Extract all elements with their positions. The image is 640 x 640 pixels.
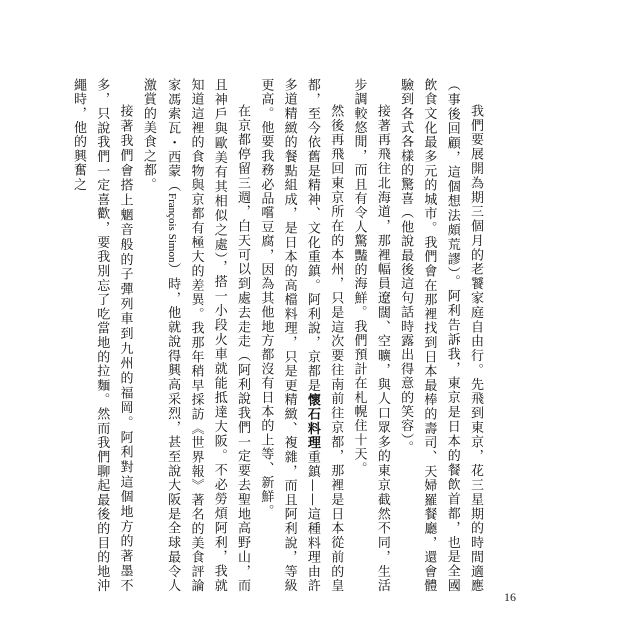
paragraph-text: 接著我們會搭上魍音般的子彈列車到九州的福岡。阿利對這個地方的著墨不多，只說我們一定喜歡，要我別忘了吃當地的拉麵。然而我們聊起最後的目的地沖繩時，他的興奮之: [70, 78, 133, 593]
bold-term: 懷石料理: [304, 392, 320, 451]
paragraph: [137, 78, 254, 593]
paragraph-text: 然後再飛回東京所在的本州，只是這次要往南前往京都，那裡是日本從前的皇都，至今依舊是精神、文化重鎮。阿利說，京都是: [304, 78, 344, 593]
paragraph-text: 接著再飛往北海道，那裡幅員遼闊、空曠，與人口眾多的東京截然不同，生活步調較悠閒，而且有令人驚豔的海鮮。我們預計在札幌住十天。: [351, 78, 390, 593]
paragraph: [254, 78, 347, 593]
vertical-text-block: [70, 78, 487, 593]
paragraph-text: 我們要展開為期三個月的老饕家庭自由行。先飛到東京，花三星期的時間適應（事後回顧，這個想法頗荒謬）。阿利告訴我，東京是日本的餐飲首都，也是全國飲食文化最多元的城市。我們會在那裡找到日本最棒的壽司、天婦羅餐廳，還會體驗到各式各樣的驚喜（他說最後這句話時露出得意的笑容）。: [398, 78, 483, 593]
paragraph-text: 在京都停留三週，白天可以到處去走走（阿利說我們一定要去聖地高野山，而且神戶與歐美有其相似之處），搭一小段火車就能抵達大阪。不必勞煩阿利，我就知道這裡的食物與京都有極大的差異。我那年稍早採訪《世界報》著名的美食評論家馮索瓦・西蒙（: [165, 78, 251, 593]
paragraph: [347, 78, 394, 593]
paragraph-text: 重鎮——這種料理由許多道精緻的餐點組成，是日本的高檔料理，只是更精緻、複雜，而且阿利說，等級更高。他要我務必品嚐豆腐，因為其他地方都沒有日本的上等、新鮮。: [258, 78, 320, 593]
paragraph-text: ）時，他就說得興高采烈，甚至說大阪是全球最令人激賞的美食之都。: [140, 78, 181, 593]
paragraph: [394, 78, 487, 593]
latin-name: François Simon: [166, 192, 179, 263]
paragraph: [67, 78, 137, 593]
page-number: 16: [504, 590, 516, 604]
